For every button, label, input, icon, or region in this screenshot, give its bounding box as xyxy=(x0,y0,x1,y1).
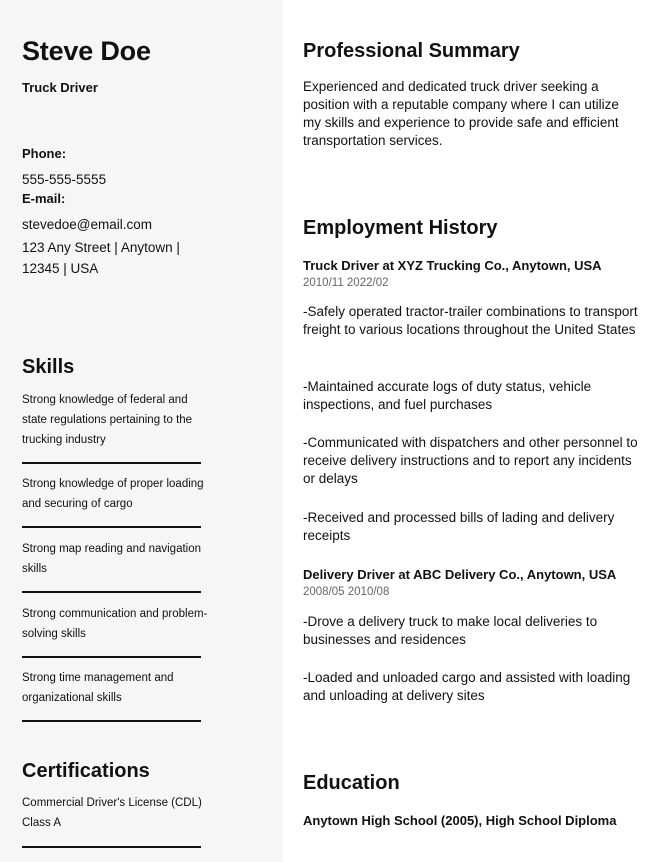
job-bullet: -Maintained accurate logs of duty status, vehicle inspections, and fuel purchases xyxy=(303,379,592,412)
education-entry: Anytown High School (2005), High School Diploma xyxy=(303,813,617,828)
address-value: 123 Any Street | Anytown | 12345 | USA xyxy=(22,240,180,276)
divider xyxy=(22,591,201,593)
sidebar xyxy=(0,0,283,862)
divider xyxy=(22,526,201,528)
skill-item: Strong map reading and navigation skills xyxy=(22,543,202,575)
education-heading: Education xyxy=(303,772,400,794)
skill-item: Strong knowledge of federal and state regulations pertaining to the trucking industry xyxy=(22,394,193,446)
skill-item: Strong communication and problem-solving skills xyxy=(22,608,208,640)
skill-item: Strong knowledge of proper loading and securing of cargo xyxy=(22,478,204,510)
candidate-name: Steve Doe xyxy=(22,36,151,66)
divider xyxy=(22,846,201,848)
divider xyxy=(22,720,201,722)
email-value: stevedoe@email.com xyxy=(22,217,153,232)
job-dates: 2010/11 2022/02 xyxy=(303,277,389,289)
phone-label: Phone: xyxy=(22,146,67,161)
summary-heading: Professional Summary xyxy=(303,40,520,62)
job-heading: Delivery Driver at ABC Delivery Co., Anytown, USA xyxy=(303,567,617,582)
employment-heading: Employment History xyxy=(303,217,498,239)
job-dates: 2008/05 2010/08 xyxy=(303,586,390,598)
job-bullet: -Loaded and unloaded cargo and assisted with loading and unloading at delivery sites xyxy=(303,670,631,703)
certifications-heading: Certifications xyxy=(22,760,150,782)
job-bullet: -Safely operated tractor-trailer combinations to transport freight to various locations throughout the United States xyxy=(303,304,638,337)
certification-item: Commercial Driver's License (CDL) Class A xyxy=(22,797,202,829)
phone-value: 555-555-5555 xyxy=(22,172,107,187)
job-bullet: -Received and processed bills of lading and delivery receipts xyxy=(303,510,615,543)
job-bullet: -Communicated with dispatchers and other personnel to receive delivery instructions and to report any incidents or delays xyxy=(303,435,638,486)
job-bullet: -Drove a delivery truck to make local deliveries to businesses and residences xyxy=(303,614,598,647)
email-label: E-mail: xyxy=(22,191,66,206)
skill-item: Strong time management and organizational skills xyxy=(22,672,174,704)
skills-heading: Skills xyxy=(22,356,75,378)
divider xyxy=(22,656,201,658)
main-content xyxy=(283,0,665,862)
summary-text: Experienced and dedicated truck driver seeking a position with a reputable company where I can utilize my skills and experience to provide safe and efficient transportation services. xyxy=(303,79,619,148)
job-heading: Truck Driver at XYZ Trucking Co., Anytown, USA xyxy=(303,258,602,273)
job-title: Truck Driver xyxy=(22,80,98,95)
divider xyxy=(22,462,201,464)
